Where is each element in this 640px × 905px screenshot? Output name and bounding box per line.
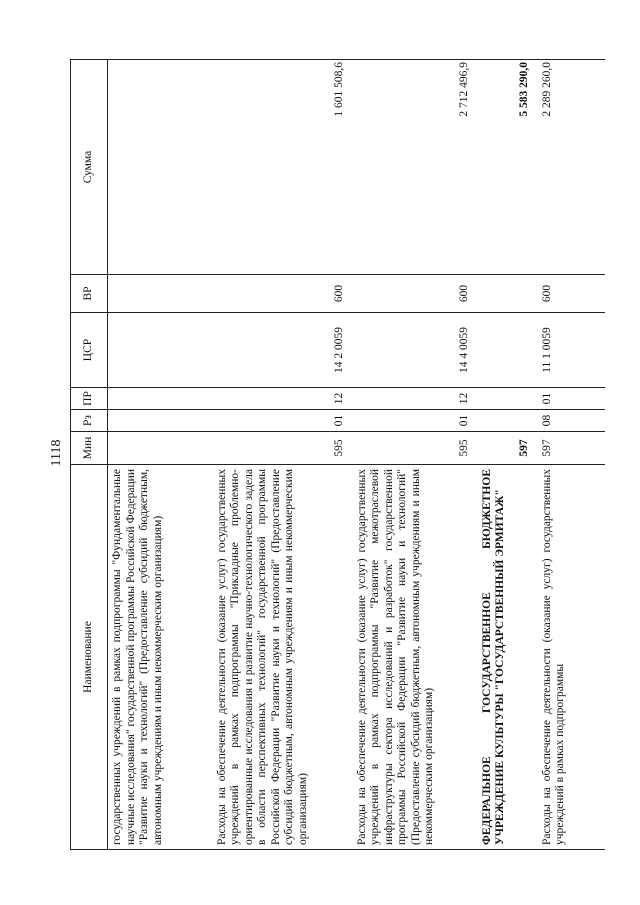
row-csr: 14 2 0059 bbox=[213, 313, 353, 388]
row-sum: 5 583 290,0 bbox=[478, 60, 538, 275]
row-sum: 2 289 260,0 bbox=[538, 60, 606, 275]
rotated-page bbox=[70, 60, 605, 850]
row-name: ФЕДЕРАЛЬНОЕ ГОСУДАРСТВЕННОЕ БЮДЖЕТНОЕ УЧРЕЖДЕНИЕ КУЛЬТУРЫ "ГОСУДАРСТВЕННЫЙ ЭРМИТАЖ" bbox=[478, 465, 538, 850]
header-sum: Сумма bbox=[71, 60, 108, 275]
row-min: 595 bbox=[213, 432, 353, 465]
row-pr bbox=[478, 388, 538, 410]
page-number: 1118 bbox=[49, 439, 64, 467]
row-rz: 01 bbox=[213, 410, 353, 432]
row-vr bbox=[478, 275, 538, 313]
table-row bbox=[353, 60, 478, 850]
table-row bbox=[108, 60, 213, 850]
row-min: 597 bbox=[538, 432, 606, 465]
row-csr bbox=[108, 313, 213, 388]
header-vr: ВР bbox=[71, 275, 108, 313]
row-rz: 01 bbox=[353, 410, 478, 432]
header-min: Мин bbox=[71, 432, 108, 465]
row-csr: 14 4 0059 bbox=[353, 313, 478, 388]
row-min bbox=[108, 432, 213, 465]
row-vr: 600 bbox=[213, 275, 353, 313]
budget-table bbox=[70, 59, 605, 850]
row-pr bbox=[108, 388, 213, 410]
row-pr: 12 bbox=[213, 388, 353, 410]
row-rz: 08 bbox=[538, 410, 606, 432]
row-vr bbox=[108, 275, 213, 313]
table-row bbox=[478, 60, 538, 850]
row-sum bbox=[108, 60, 213, 275]
row-pr: 01 bbox=[538, 388, 606, 410]
row-csr bbox=[478, 313, 538, 388]
table-row bbox=[538, 60, 606, 850]
row-min: 597 bbox=[478, 432, 538, 465]
row-rz bbox=[108, 410, 213, 432]
row-name: государственных учреждений в рамках подпрограммы "Фундаментальные научные исследования" государственной программы Российской Федерации "Развитие науки и технологий" (Предоставление субсидий бюджетным, автономным учреждениям и иным некоммерческим организациям) bbox=[108, 465, 213, 850]
row-name: Расходы на обеспечение деятельности (оказание услуг) государственных учреждений в рамках подпрограммы "Развитие межотраслевой инфраструктуры сектора исследований и разработок" государственной программы Российской Федерации "Развитие науки и технологий" (Предоставление субсидий бюджетным, автономным учреждениям и иным некоммерческим организациям) bbox=[353, 465, 478, 850]
row-vr: 600 bbox=[538, 275, 606, 313]
header-pr: ПР bbox=[71, 388, 108, 410]
row-sum: 2 712 496,9 bbox=[353, 60, 478, 275]
header-row bbox=[71, 60, 108, 850]
row-sum: 1 601 508,6 bbox=[213, 60, 353, 275]
header-csr: ЦСР bbox=[71, 313, 108, 388]
row-name: Расходы на обеспечение деятельности (оказание услуг) государственных учреждений в рамках подпрограммы bbox=[538, 465, 606, 850]
row-name: Расходы на обеспечение деятельности (оказание услуг) государственных учреждений в рамках подпрограммы "Прикладные проблемно-ориентированные исследования и развитие научно-технологического задела в области перспективных технологий" государственной программы Российской Федерации "Развитие науки и технологий" (Предоставление субсидий бюджетным, автономным учреждениям и иным некоммерческим организациям) bbox=[213, 465, 353, 850]
row-min: 595 bbox=[353, 432, 478, 465]
row-rz bbox=[478, 410, 538, 432]
header-rz: Рз bbox=[71, 410, 108, 432]
row-pr: 12 bbox=[353, 388, 478, 410]
row-vr: 600 bbox=[353, 275, 478, 313]
header-name: Наименование bbox=[71, 465, 108, 850]
table-row bbox=[213, 60, 353, 850]
row-csr: 11 1 0059 bbox=[538, 313, 606, 388]
